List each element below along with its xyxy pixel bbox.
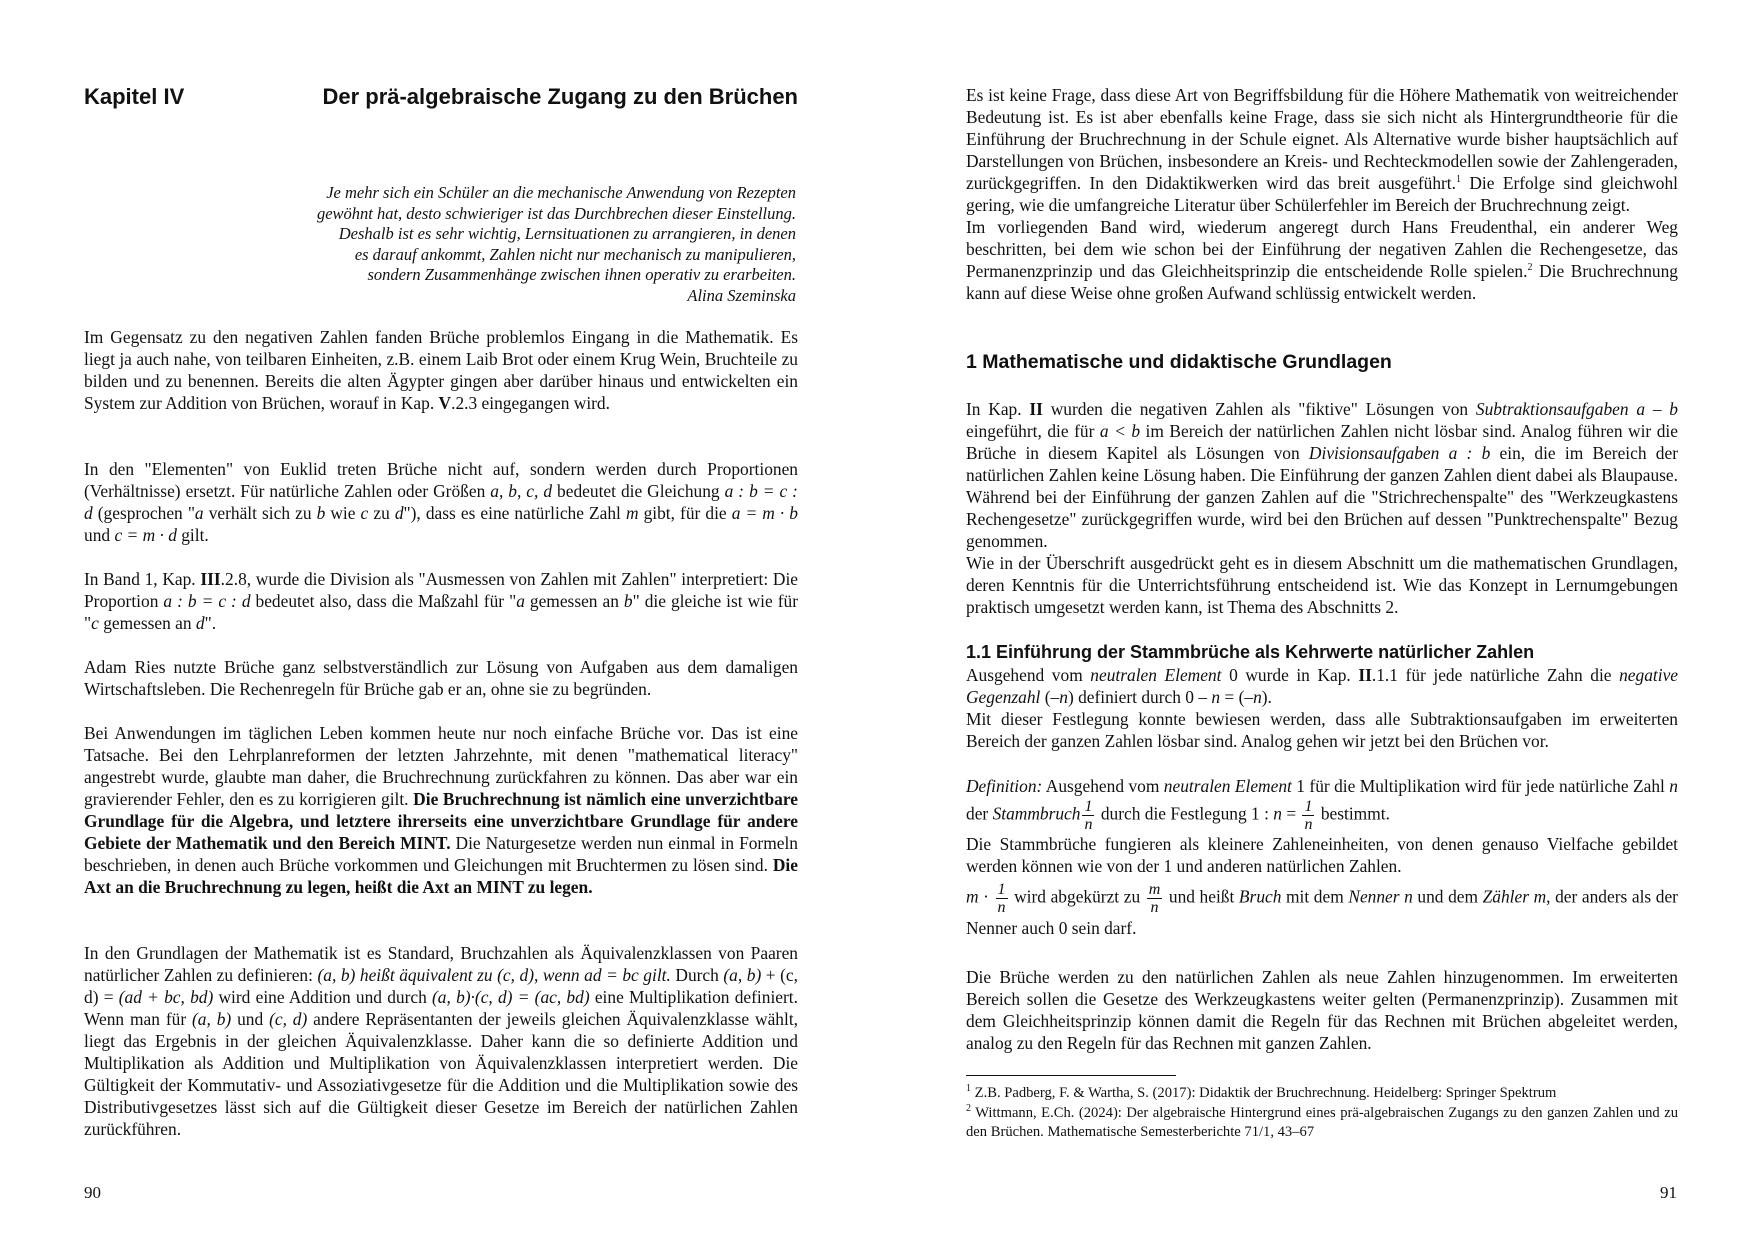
paragraph-grundlagen: In Kap. II wurden die negativen Zahlen als "fiktive" Lösungen von Subtraktionsaufgaben a – b eingeführt, die für a < b im Bereich der natürlichen Zahlen nicht lösbar sind. Analog führen wir die Brüche in diesem Kapitel als Lösungen von Divisionsaufgaben a : b ein, die im Bereich der natürlichen Zahlen keine Lösung haben. Die Einführung der ganzen Zahlen dient dabei als Blaupause. Während bei der Einführung der ganzen Zahlen auf die "Strichrechenspalte" des "Werkzeugkastens Rechengesetze" zurückgegriffen wurde, wird bei den Brüchen auf dessen "Punktrechenspalte" Bezug genommen. Wie in der Überschrift ausgedrückt geht es in diesem Abschnitt um die mathematischen Grundlagen, deren Kenntnis für die Unterrichtsführung entscheidend ist. Wie das Konzept in Lernumgebungen praktisch umgesetzt werden kann, ist Thema des Abschnitts 2. xyxy=(966,399,1678,617)
section-heading-1-1: 1.1 Einführung der Stammbrüche als Kehrwerte natürlicher Zahlen xyxy=(966,642,1535,662)
paragraph-begriffsbildung: Es ist keine Frage, dass diese Art von Begriffsbildung für die Höhere Mathematik von weitreichender Bedeutung ist. Es ist aber ebenfalls keine Frage, dass sie sich nicht als Hintergrundtheorie für die Einführung der Bruchrechnung in der Schule eignet. Als Alternative wurde bisher hauptsächlich auf Darstellungen von Brüchen, insbesondere an Kreis- und Rechteckmodellen sowie der Zahlengeraden, zurückgegriffen. In den Didaktikwerken wird das breit ausgeführt.$^1$ Die Erfolge sind gleichwohl gering, wie die umfangreiche Literatur über Schülerfehler im Bereich der Bruchrechnung zeigt. Im vorliegenden Band wird, wiederum angeregt durch Hans Freudenthal, ein anderer Weg beschritten, bei dem wie schon bei der Einführung der negativen Zahlen die Rechengesetze, das Permanenzprinzip und das Gleichheitsprinzip die entscheidende Rolle spielen.$^2$ Die Bruchrechnung kann auf diese Weise ohne großen Aufwand schlüssig entwickelt werden. xyxy=(966,85,1678,303)
paragraph-aequivalenz: In den Grundlagen der Mathematik ist es Standard, Bruchzahlen als Äquivalenzklassen von Paaren natürlicher Zahlen zu definieren: (a, b) heißt äquivalent zu (c, d), wenn ad = bc gilt. Durch (a, b) + (c, d) = (ad + bc, bd) wird eine Addition und durch (a, b)·(c, d) = (ac, bd) eine Multiplikation definiert. Wenn man für (a, b) und (c, d) andere Repräsentanten der jeweils gleichen Äquivalenzklasse wählt, liegt das Ergebnis in der gleichen Äquivalenzklasse. Daher kann die so definierte Addition und Multiplikation als Addition und Multiplikation von Äquivalenzklassen interpretiert werden. Die Gültigkeit der Kommutativ- und Assoziativgesetze für die Addition und die Multiplikation sowie des Distributivgesetzes lässt sich auf die Gültigkeit dieser Gesetze im Bereich der natürlichen Zahlen zurückführen. xyxy=(84,943,799,1139)
section-heading-1: 1 Mathematische und didaktische Grundlagen xyxy=(966,351,1392,373)
page-number-right: 91 xyxy=(1660,1183,1677,1202)
fraction-m-over-n: $\frac{m}{n}$ xyxy=(1148,881,1161,916)
quote-line: Je mehr sich ein Schüler an die mechanische Anwendung von Rezepten xyxy=(326,183,796,202)
fraction-1-over-n-times: $\frac{1}{n}$ xyxy=(997,881,1006,916)
paragraph-mint: Bei Anwendungen im täglichen Leben kommen heute nur noch einfache Brüche vor. Das ist eine Tatsache. Bei den Lehrplanreformen der letzten Jahrzehnte, mit denen "mathematical literacy" angestrebt wurde, glaubte man daher, die Bruchrechnung zurückfahren zu können. Das aber war ein gravierender Fehler, den es zu korrigieren gilt. Die Bruchrechnung ist nämlich eine unverzichtbare Grundlage für die Algebra, und letztere ihrerseits eine unverzichtbare Grundlage für andere Gebiete der Mathematik und den Bereich MINT. Die Naturgesetze werden nun einmal in Formeln beschrieben, in denen auch Brüche vorkommen und Gleichungen mit Bruchtermen zu lösen sind. Die Axt an die Bruchrechnung zu legen, heißt die Axt an MINT zu legen. xyxy=(84,723,798,897)
footnote-divider xyxy=(966,1075,1176,1076)
definition-label: Definition: xyxy=(966,776,1043,796)
footnote-ref-1: 1 xyxy=(1455,174,1461,186)
fraction-1-over-n: $\frac{1}{n}$ xyxy=(1084,798,1093,833)
page-number-left: 90 xyxy=(84,1183,101,1202)
paragraph-division: In Band 1, Kap. III.2.8, wurde die Division als "Ausmessen von Zahlen mit Zahlen" interpretiert: Die Proportion a : b = c : d bedeutet also, dass die Maßzahl für "a gemessen an b" die gleiche ist wie für "c gemessen an d". xyxy=(84,569,798,633)
paragraph-stammbrueche: Ausgehend vom neutralen Element 0 wurde in Kap. II.1.1 für jede natürliche Zahn die negative Gegenzahl (–n) definiert durch 0 – n = (–n). Mit dieser Festlegung konnte bewiesen werden, dass alle Subtraktionsaufgaben im erweiterten Bereich der ganzen Zahlen lösbar sind. Analog gehen wir jetzt bei den Brüchen vor. xyxy=(966,665,1679,751)
chapter-number: Kapitel IV xyxy=(84,84,185,109)
paragraph-intro: Im Gegensatz zu den negativen Zahlen fanden Brüche problemlos Eingang in die Mathematik. Es liegt ja auch nahe, von teilbaren Einheiten, z.B. einem Laib Brot oder einem Krug Wein, Bruchteile zu bilden und zu benennen. Bereits die alten Ägypter gingen aber darüber hinaus und entwickelten ein System zur Addition von Brüchen, worauf in Kap. V.2.3 eingegangen wird. xyxy=(84,327,798,413)
footnote-2: $^2$ Wittmann, E.Ch. (2024): Der algebraische Hintergrund eines prä-algebraischen Zugangs zu den ganzen Zahlen und zu den Brüchen. Mathematische Semesterberichte 71/1, 43–67 xyxy=(966,1103,1678,1140)
fraction-1-over-n-result: $\frac{1}{n}$ xyxy=(1304,798,1313,833)
footnote-ref-2: 2 xyxy=(1527,262,1533,274)
quote-line: es darauf ankommt, Zahlen nicht nur mechanisch zu manipulieren, xyxy=(354,244,796,264)
footnote-1: $^1$ Z.B. Padberg, F. & Wartha, S. (2017): Didaktik der Bruchrechnung. Heidelberg: Springer Spektrum xyxy=(966,1083,1557,1101)
quote-author: Alina Szeminska xyxy=(687,285,796,305)
paragraph-adam-ries: Adam Ries nutzte Brüche ganz selbstverständlich zur Lösung von Aufgaben aus dem damaligen Wirtschaftsleben. Die Rechenregeln für Brüche gab er an, ohne sie zu begründen. xyxy=(84,657,798,699)
paragraph-permanenzprinzip: Die Brüche werden zu den natürlichen Zahlen als neue Zahlen hinzugenommen. Im erweiterten Bereich sollen die Gesetze des Werkzeugkastens weiter gelten (Permanenzprinzip). Zusammen mit dem Gleichheitsprinzip können damit die Regeln für das Rechnen mit Brüchen abgeleitet werden, analog zu den Regeln für das Rechnen mit ganzen Zahlen. xyxy=(966,967,1678,1053)
paragraph-euklid: In den "Elementen" von Euklid treten Brüche nicht auf, sondern werden durch Proportionen (Verhältnisse) ersetzt. Für natürliche Zahlen oder Größen a, b, c, d bedeutet die Gleichung a : b = c : d (gesprochen "a verhält sich zu b wie c zu d"), dass es eine natürliche Zahl m gibt, für die a = m · b und c = m · d gilt. xyxy=(84,459,798,545)
definition-block: Definition: Ausgehend vom neutralen Element 1 für die Multiplikation wird für jede natürliche Zahl n der Stammbruch $\frac{1}{n}$ durch die Festlegung 1 : n = $\frac{1}{n}$ bestimmt. Die Stammbrüche fungieren als kleinere Zahleneinheiten, von denen genauso Vielfache gebildet werden können wie von der 1 und anderen natürlichen Zahlen. m · $\frac{1}{n}$ wird abgekürzt zu $\frac{m}{n}$ und heißt Bruch mit dem Nenner n und dem Zähler m, der anders als der Nenner auch 0 sein darf. xyxy=(966,776,1678,938)
chapter-title: Der prä-algebraische Zugang zu den Brüchen xyxy=(322,84,798,109)
epigraph-quote xyxy=(260,183,796,307)
quote-line: gewöhnt hat, desto schwieriger ist das Durchbrechen dieser Einstellung. xyxy=(316,203,796,223)
quote-line: Deshalb ist es sehr wichtig, Lernsituationen zu arrangieren, in denen xyxy=(338,224,796,244)
quote-line: sondern Zusammenhänge zwischen ihnen operativ zu erarbeiten. xyxy=(367,265,796,285)
